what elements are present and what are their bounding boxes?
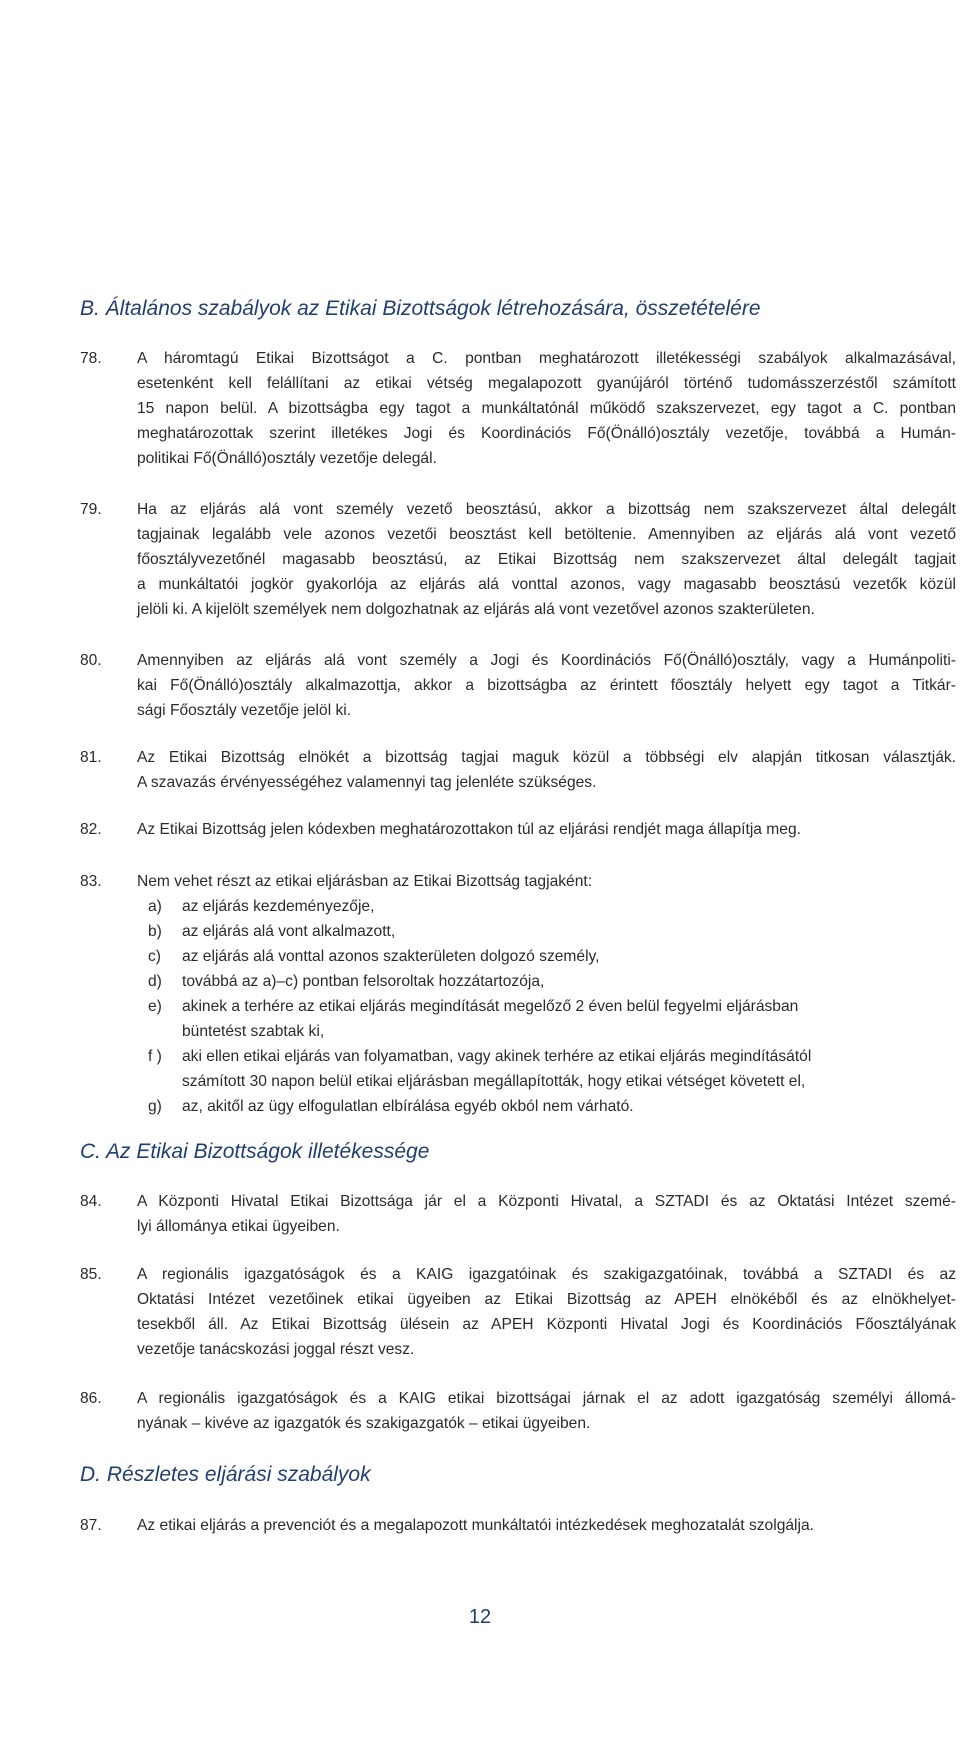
list-marker: c) [148, 948, 161, 965]
paragraph-number: 78. [80, 350, 102, 367]
list-item-text: akinek a terhére az etikai eljárás megindítását megelőző 2 éven belül fegyelmi eljárásban [182, 998, 799, 1015]
paragraph-body [137, 745, 956, 795]
paragraph-line: lyi állománya etikai ügyeiben. [137, 1218, 340, 1235]
paragraph-87 [80, 1513, 956, 1538]
paragraph-82 [80, 817, 956, 842]
paragraph-line: 15 napon belül. A bizottságba egy tagot a munkáltatónál működő szakszervezet, egy tagot a C. pontban [137, 400, 956, 417]
list-item-text: számított 30 napon belül etikai eljárásban megállapították, hogy etikai vétséget követett el, [182, 1073, 806, 1090]
paragraph-body [137, 817, 956, 842]
list-item-text: az eljárás alá vont alkalmazott, [182, 923, 396, 940]
paragraph-line: esetenként kell felállítani az etikai vétség megalapozott gyanújáról történő tudomásszerzéstől számított [137, 375, 956, 392]
paragraph-line: Amennyiben az eljárás alá vont személy a Jogi és Koordinációs Fő(Önálló)osztály, vagy a Humánpoliti- [137, 652, 956, 669]
list-item [148, 969, 956, 994]
list-item [148, 919, 956, 944]
paragraph-line: A háromtagú Etikai Bizottságot a C. pontban meghatározott illetékességi szabályok alkalmazásával, [137, 350, 956, 367]
paragraph-line: Az Etikai Bizottság elnökét a bizottság tagjai maguk közül a többségi elv alapján titkosan választják. [137, 749, 956, 766]
paragraph-line: a munkáltatói jogkör gyakorlója az eljárás alá vonttal azonos, vagy magasabb beosztású vezetők közül [137, 576, 956, 593]
paragraph-line: jelöli ki. A kijelölt személyek nem dolgozhatnak az eljárás alá vont vezetővel azonos szakterületen. [137, 601, 815, 618]
paragraph-84 [80, 1189, 956, 1239]
paragraph-line: A regionális igazgatóságok és a KAIG etikai bizottságai járnak el az adott igazgatóság személyi állomá- [137, 1390, 956, 1407]
paragraph-body [137, 1386, 956, 1436]
paragraph-number: 79. [80, 501, 102, 518]
list-item [148, 1044, 956, 1094]
paragraph-83 [80, 869, 956, 1119]
paragraph-body [137, 648, 956, 723]
paragraph-line: vezetője tanácskozási joggal részt vesz. [137, 1341, 415, 1358]
paragraph-81 [80, 745, 956, 795]
list-item-text: az, akitől az ügy elfogulatlan elbírálása egyéb okból nem várható. [182, 1098, 634, 1115]
list-marker: f ) [148, 1048, 162, 1065]
paragraph-number: 81. [80, 749, 102, 766]
paragraph-body [137, 497, 956, 622]
paragraph-body [137, 1262, 956, 1362]
paragraph-body [137, 1189, 956, 1239]
list-item-text: büntetést szabtak ki, [182, 1023, 325, 1040]
list-item-text: az eljárás kezdeményezője, [182, 898, 375, 915]
paragraph-number: 85. [80, 1266, 102, 1283]
paragraph-number: 82. [80, 821, 102, 838]
paragraph-line: politikai Fő(Önálló)osztály vezetője delegál. [137, 450, 437, 467]
list-item-text: továbbá az a)–c) pontban felsoroltak hozzátartozója, [182, 973, 545, 990]
paragraph-body [137, 346, 956, 471]
paragraph-80 [80, 648, 956, 723]
section-heading-c: C. Az Etikai Bizottságok illetékessége [80, 1140, 430, 1163]
paragraph-79 [80, 497, 956, 622]
paragraph-line: A regionális igazgatóságok és a KAIG igazgatóinak és szakigazgatóinak, továbbá a SZTADI és az [137, 1266, 956, 1283]
paragraph-number: 86. [80, 1390, 102, 1407]
paragraph-line: főosztályvezetőnél magasabb beosztású, az Etikai Bizottság nem szakszervezet által delegált tagjait [137, 551, 956, 568]
paragraph-line: Oktatási Intézet vezetőinek etikai ügyeiben az Etikai Bizottság az APEH elnökéből és az elnökhelyet- [137, 1291, 956, 1308]
paragraph-number: 84. [80, 1193, 102, 1210]
list-item [148, 1094, 956, 1119]
list-marker: b) [148, 923, 162, 940]
paragraph-line: Az etikai eljárás a prevenciót és a megalapozott munkáltatói intézkedések meghozatalát szolgálja. [137, 1517, 814, 1534]
section-heading-b: B. Általános szabályok az Etikai Bizottságok létrehozására, összetételére [80, 297, 761, 320]
paragraph-number: 80. [80, 652, 102, 669]
paragraph-body [137, 869, 956, 1119]
paragraph-78 [80, 346, 956, 471]
paragraph-number: 87. [80, 1517, 102, 1534]
paragraph-line: Nem vehet részt az etikai eljárásban az Etikai Bizottság tagjaként: [137, 873, 593, 890]
paragraph-line: nyának – kivéve az igazgatók és szakigazgatók – etikai ügyeiben. [137, 1415, 591, 1432]
paragraph-line: Ha az eljárás alá vont személy vezető beosztású, akkor a bizottság nem szakszervezet által delegált [137, 501, 956, 518]
list-item [148, 894, 956, 919]
paragraph-line: Az Etikai Bizottság jelen kódexben meghatározottakon túl az eljárási rendjét maga állapítja meg. [137, 821, 801, 838]
page-number: 12 [468, 1606, 492, 1628]
paragraph-line: kai Fő(Önálló)osztály alkalmazottja, akkor a bizottságba az érintett főosztály helyett egy tagot a Titkár- [137, 677, 956, 694]
list-marker: e) [148, 998, 162, 1015]
paragraph-line: meghatározottak szerint illetékes Jogi és Koordinációs Fő(Önálló)osztály vezetője, továbbá a Humán- [137, 425, 956, 442]
list-marker: d) [148, 973, 162, 990]
exclusion-list [137, 894, 956, 1119]
list-item-text: az eljárás alá vonttal azonos szakterületen dolgozó személy, [182, 948, 600, 965]
paragraph-line: sági Főosztály vezetője jelöl ki. [137, 702, 352, 719]
paragraph-line: A szavazás érvényességéhez valamennyi tag jelenléte szükséges. [137, 774, 597, 791]
paragraph-body [137, 1513, 956, 1538]
paragraph-line: tesekből áll. Az Etikai Bizottság ülésein az APEH Központi Hivatal Jogi és Koordinációs Főosztályának [137, 1316, 956, 1333]
list-marker: g) [148, 1098, 162, 1115]
list-marker: a) [148, 898, 162, 915]
paragraph-number: 83. [80, 873, 102, 890]
paragraph-line: A Központi Hivatal Etikai Bizottsága jár el a Központi Hivatal, a SZTADI és az Oktatási Intézet szemé- [137, 1193, 956, 1210]
paragraph-85 [80, 1262, 956, 1362]
section-heading-d: D. Részletes eljárási szabályok [80, 1463, 371, 1486]
paragraph-line: tagjainak legalább vele azonos vezetői beosztást kell betöltenie. Amennyiben az eljárás alá vont vezető [137, 526, 956, 543]
paragraph-86 [80, 1386, 956, 1436]
list-item [148, 994, 956, 1044]
list-item-text: aki ellen etikai eljárás van folyamatban, vagy akinek terhére az etikai eljárás megindításától [182, 1048, 812, 1065]
list-item [148, 944, 956, 969]
